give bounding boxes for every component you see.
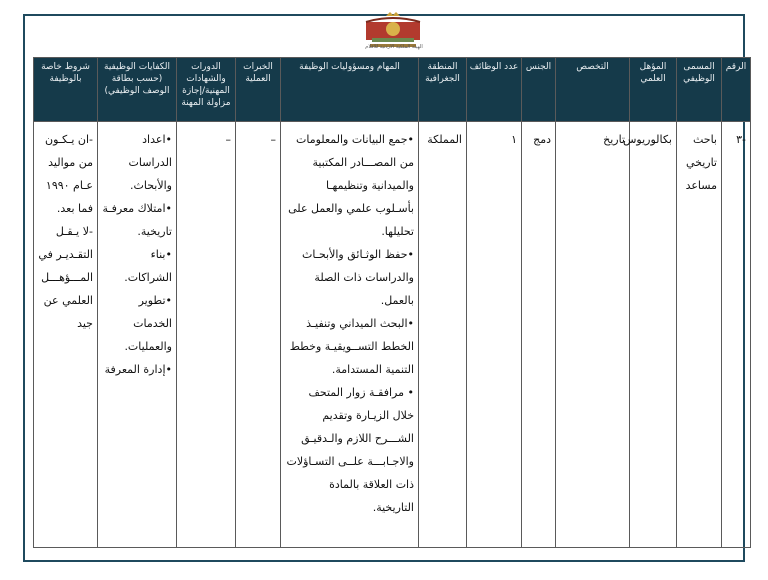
condition-item: -ان يـكـون من مواليد عـام ١٩٩٠ فما بعد.	[45, 133, 93, 215]
header-competencies: الكفايات الوظيفية (حسب بطاقة الوصف الوظيفي)	[98, 58, 177, 122]
cell-experience: –	[236, 122, 281, 548]
competency-item: •اعداد الدراسات والأبحاث.	[128, 133, 172, 192]
table-header-row	[34, 58, 751, 122]
cell-courses: –	[177, 122, 236, 548]
header-conditions: شروط خاصة بالوظيفة	[34, 58, 98, 122]
cell-conditions	[34, 122, 98, 548]
task-item: •جمع البيانات والمعلومات من المصـــادر المكتبية والميدانية وتنظيمهـا بأسـلوب علمي والعمل على تحليلها.	[288, 133, 414, 238]
header-count: عدد الوظائف	[467, 58, 522, 122]
table-row	[34, 122, 751, 548]
task-item: •حفظ الوثـائق والأبحـاث والدراسات ذات الصلة بالعمل.	[302, 248, 414, 307]
cell-title: باحث تاريخي مساعد	[677, 122, 722, 548]
task-item: • مرافقـة زوار المتحف خلال الزيـارة وتقديم الشـــرح اللازم والـدقيـق والاجـابـــة علــى التسـاؤلات ذات العلاقة بالمادة التاريخية.	[286, 386, 414, 514]
task-item: •البحث الميداني وتنفيـذ الخطط التســويقيـة وخطط التنمية المستدامة.	[289, 317, 414, 376]
header-tasks: المهام ومسؤوليات الوظيفة	[281, 58, 419, 122]
cell-competencies	[98, 122, 177, 548]
header-experience: الخبرات العملية	[236, 58, 281, 122]
header-qualification: المؤهل العلمي	[630, 58, 677, 122]
cell-count: ١	[467, 122, 522, 548]
cell-gender: دمج	[522, 122, 556, 548]
competency-item: •تطوير الخدمات والعمليات.	[124, 294, 172, 353]
cell-tasks	[281, 122, 419, 548]
header-courses: الدورات والشهادات المهنية/إجازة مزاولة المهنة	[177, 58, 236, 122]
competency-item: •بناء الشراكات.	[124, 248, 172, 284]
condition-item: -لا يـقـل التقـديـر في المـــؤهـــل العلمي عن جيد	[38, 225, 93, 330]
header-number: الرقم	[722, 58, 751, 122]
cell-qualification: بكالوريوس	[630, 122, 677, 548]
header-specialization: التخصص	[556, 58, 630, 122]
competency-item: •إدارة المعرفة	[104, 363, 172, 376]
cell-region: المملكة	[419, 122, 467, 548]
header-region: المنطقة الجغرافية	[419, 58, 467, 122]
emblem-caption: الهيئة الملكية الأردنية للأفلام	[365, 44, 423, 50]
header-gender: الجنس	[522, 58, 556, 122]
competency-item: •امتلاك معرفـة تاريخية.	[102, 202, 172, 238]
cell-number: -٣	[722, 122, 751, 548]
cell-specialization: تاريخ	[556, 122, 630, 548]
job-table	[33, 57, 751, 548]
header-title: المسمى الوظيفي	[677, 58, 722, 122]
